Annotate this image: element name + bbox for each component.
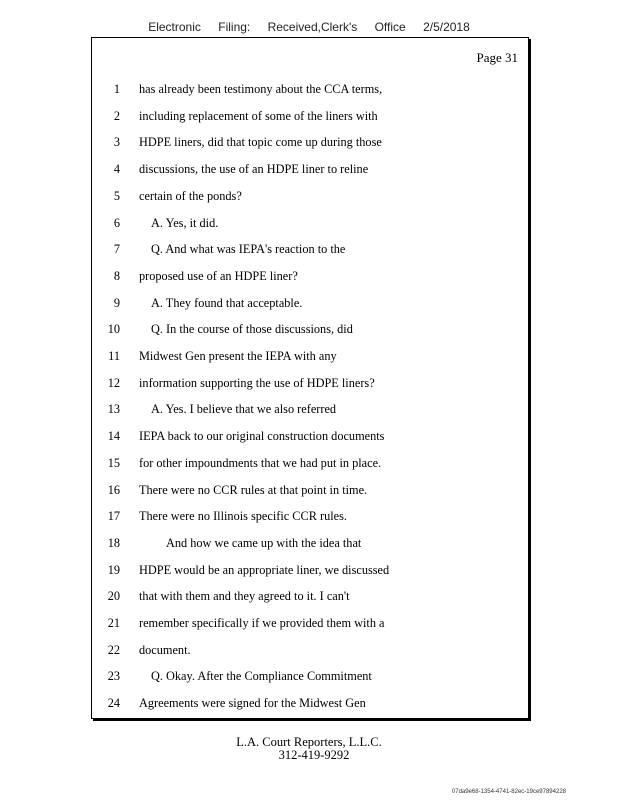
line-text: A. Yes. I believe that we also referred [151, 402, 337, 417]
transcript-line [92, 587, 528, 605]
transcript-line [92, 133, 528, 151]
line-number: 12 [107, 375, 120, 390]
line-text: information supporting the use of HDPE liners? [139, 375, 375, 390]
line-number: 24 [107, 696, 120, 711]
line-number: 3 [113, 135, 120, 150]
transcript-line [92, 400, 528, 418]
line-text: A. They found that acceptable. [151, 295, 303, 310]
line-number: 20 [107, 589, 120, 604]
line-number: 2 [113, 108, 120, 123]
line-number: 7 [113, 242, 120, 257]
line-number: 23 [107, 669, 120, 684]
filing-word-received: Received,Clerk's [267, 20, 358, 34]
transcript-line [92, 694, 528, 712]
line-text: including replacement of some of the liners with [139, 108, 378, 123]
line-text: A. Yes, it did. [151, 215, 219, 230]
transcript-page [91, 37, 529, 719]
transcript-line [92, 347, 528, 365]
footer [0, 736, 618, 762]
line-text: Q. And what was IEPA's reaction to the [151, 242, 346, 257]
transcript-line [92, 507, 528, 525]
transcript-line [92, 214, 528, 232]
line-text: has already been testimony about the CCA terms, [139, 82, 383, 96]
transcript-line [92, 534, 528, 552]
line-number: 1 [113, 82, 120, 96]
line-text: IEPA back to our original construction documents [139, 429, 385, 444]
line-text: And how we came up with the idea that [166, 535, 362, 550]
line-number: 5 [113, 188, 120, 203]
transcript-line [92, 454, 528, 472]
transcript-line [92, 481, 528, 499]
transcript-line [92, 614, 528, 632]
line-number: 16 [107, 482, 120, 497]
transcript-line [92, 374, 528, 392]
transcript-line [92, 267, 528, 285]
line-text: Midwest Gen present the IEPA with any [139, 349, 337, 363]
transcript-line [92, 80, 528, 98]
transcript-line [92, 667, 528, 685]
line-number: 19 [107, 562, 120, 577]
line-number: 17 [107, 509, 120, 524]
line-number: 10 [107, 322, 120, 337]
transcript-line [92, 427, 528, 445]
reporter-phone: 312-419-9292 [278, 748, 350, 762]
filing-word-filing: Filing: [218, 20, 251, 34]
line-text: for other impoundments that we had put in place. [139, 455, 382, 470]
line-number: 21 [107, 616, 120, 630]
transcript-line [92, 240, 528, 258]
transcript-line [92, 107, 528, 125]
line-text: that with them and they agreed to it. I can't [139, 589, 350, 604]
transcript-line [92, 160, 528, 178]
line-text: Q. In the course of those discussions, did [151, 322, 353, 337]
line-text: There were no Illinois specific CCR rules. [139, 509, 347, 524]
filing-word-electronic: Electronic [148, 20, 201, 34]
line-number: 13 [107, 402, 120, 417]
line-number: 22 [107, 642, 120, 657]
line-number: 15 [107, 455, 120, 470]
line-number: 4 [113, 162, 120, 177]
reporter-company: L.A. Court Reporters, L.L.C. [236, 735, 382, 749]
transcript-line [92, 187, 528, 205]
page-number: Page 31 [476, 50, 518, 65]
transcript-line [92, 294, 528, 312]
line-text: remember specifically if we provided them with a [139, 616, 385, 630]
transcript-line [92, 320, 528, 338]
line-number: 6 [113, 215, 120, 230]
line-text: discussions, the use of an HDPE liner to reline [139, 162, 369, 177]
line-text: document. [139, 642, 191, 657]
line-text: HDPE would be an appropriate liner, we discussed [139, 562, 390, 577]
transcript-line [92, 641, 528, 659]
transcript-line [92, 561, 528, 579]
filing-stamp-header [0, 20, 618, 34]
line-number: 9 [113, 295, 120, 310]
line-text: proposed use of an HDPE liner? [139, 268, 298, 283]
line-text: Agreements were signed for the Midwest Gen [139, 696, 366, 711]
filing-date: 2/5/2018 [423, 20, 470, 34]
line-text: Q. Okay. After the Compliance Commitment [151, 669, 372, 684]
line-number: 11 [108, 349, 120, 363]
document-id: 07da9e68-1354-4741-82ec-19ce97894228 [451, 789, 566, 795]
line-text: HDPE liners, did that topic come up during those [139, 135, 382, 150]
line-number: 8 [113, 268, 120, 283]
filing-word-office: Office [374, 20, 406, 34]
line-text: There were no CCR rules at that point in time. [139, 482, 368, 497]
line-text: certain of the ponds? [139, 188, 242, 203]
line-number: 18 [107, 535, 120, 550]
line-number: 14 [107, 429, 120, 444]
